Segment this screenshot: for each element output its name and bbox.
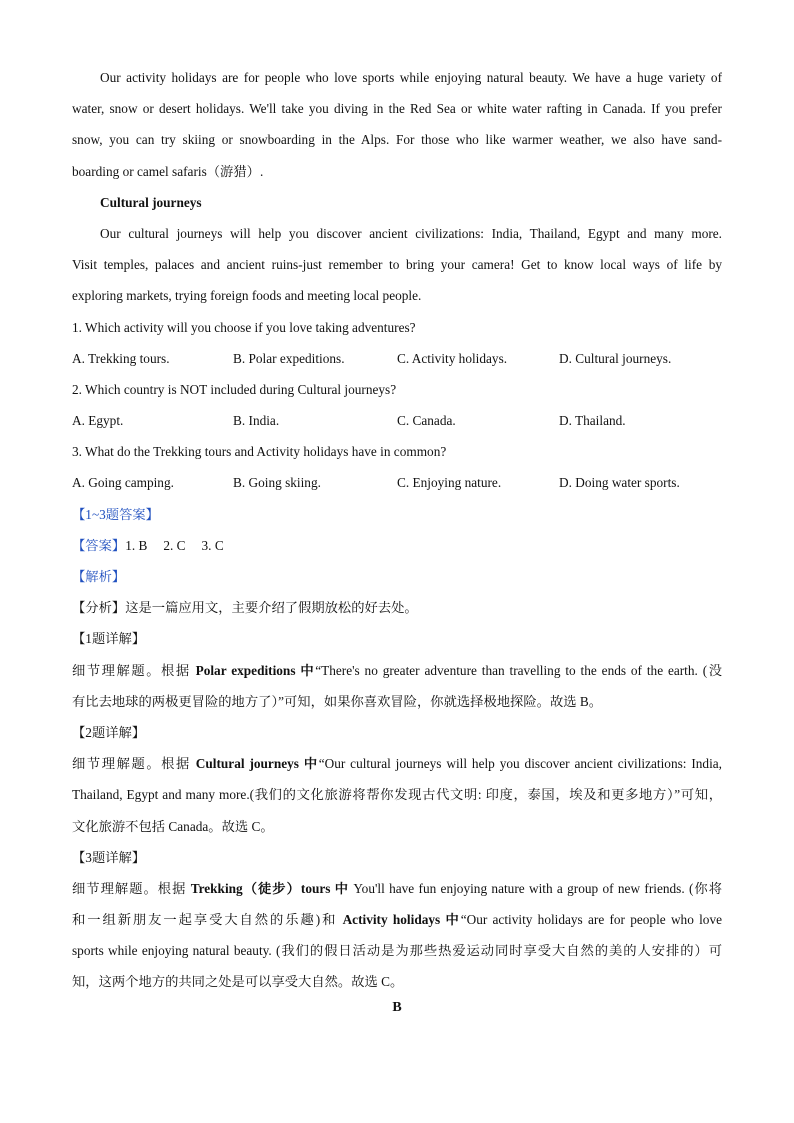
document-content <box>72 62 722 1016</box>
answer-tag: 【答案】 <box>72 537 126 553</box>
analysis-line <box>72 592 722 623</box>
passage-text: Our cultural journeys will help you discover ancient civilizations: India, Thailand, Egypt and many more. <box>100 225 722 241</box>
detail-text <box>72 655 722 686</box>
detail-text-part: 细节理解题。根据 <box>72 880 191 896</box>
question-stem: 3. What do the Trekking tours and Activity holidays have in common? <box>72 444 447 460</box>
passage-text: Our activity holidays are for people who love sports while enjoying natural beauty. We have a huge variety of <box>100 70 722 85</box>
detail-text-part: 细节理解题。根据 <box>72 662 196 678</box>
detail-text-part: You'll have fun enjoying nature with a group of new friends. (你将 <box>349 880 722 896</box>
option-c: C. Canada. <box>397 413 456 429</box>
detail-text-part: 细节理解题。根据 <box>72 756 196 772</box>
question-stem: 1. Which activity will you choose if you love taking adventures? <box>72 319 416 335</box>
detail-text-part: “Our activity holidays are for people who love <box>460 912 722 928</box>
detail-text <box>72 904 722 935</box>
detail-text <box>72 873 722 904</box>
passage-text: exploring markets, trying foreign foods and meeting local people. <box>72 288 422 304</box>
option-b: B. India. <box>233 413 280 429</box>
option-c: C. Activity holidays. <box>397 350 508 366</box>
option-a: A. Egypt. <box>72 413 124 429</box>
detail-text: 知，这两个地方的共同之处是可以享受大自然。故选 C。 <box>72 974 404 990</box>
detail-label: 【2题详解】 <box>72 724 146 740</box>
detail-text: sports while enjoying natural beauty. (我们的假日活动是为那些热爱运动同时享受大自然的美的人安排的）可 <box>72 943 722 959</box>
option-c: C. Enjoying nature. <box>397 475 502 491</box>
analysis-text: 这是一篇应用文，主要介绍了假期放松的好去处。 <box>125 600 418 616</box>
detail-keyword: Polar expeditions 中 <box>195 662 316 678</box>
detail-text: 有比去地球的两极更冒险的地方了）”可知，如果你喜欢冒险，你就选择极地探险。故选 B。 <box>72 693 603 709</box>
detail-keyword: Trekking（徒步）tours 中 <box>190 880 350 896</box>
question-options <box>72 405 722 436</box>
answer-3: 3. C <box>201 537 224 553</box>
answer-1: 1. B <box>125 537 148 553</box>
option-b: B. Polar expeditions. <box>233 350 345 366</box>
option-d: D. Cultural journeys. <box>559 350 672 366</box>
question-options <box>72 467 722 498</box>
section-marker: B <box>392 999 402 1015</box>
detail-text-part: 和一组新朋友一起享受大自然的乐趣)和 <box>72 912 343 928</box>
section-heading: Cultural journeys <box>100 194 202 210</box>
option-d: D. Doing water sports. <box>559 475 680 491</box>
option-b: B. Going skiing. <box>233 475 321 491</box>
answer-2: 2. C <box>163 537 186 553</box>
passage-text: snow, you can try skiing or snowboarding in the Alps. For those who like warmer weather, we also have sand- <box>72 132 722 148</box>
detail-keyword: Cultural journeys 中 <box>195 756 319 772</box>
detail-text-part: “There's no greater adventure than travelling to the ends of the earth. (没 <box>315 662 722 678</box>
detail-keyword: Activity holidays 中 <box>342 912 461 928</box>
option-a: A. Going camping. <box>72 475 174 491</box>
passage-text: water, snow or desert holidays. We'll take you diving in the Red Sea or white water rafting in Canada. If you prefer <box>72 101 722 117</box>
option-d: D. Thailand. <box>559 413 626 429</box>
passage-text: Visit temples, palaces and ancient ruins-just remember to bring your camera! Get to know local ways of life by <box>72 257 722 273</box>
option-a: A. Trekking tours. <box>72 350 170 366</box>
detail-text: Thailand, Egypt and many more.(我们的文化旅游将帮你发现古代文明: 印度，泰国，埃及和更多地方）”可知， <box>72 787 722 803</box>
detail-text-part: “Our cultural journeys will help you discover ancient civilizations: India, <box>318 756 722 772</box>
answer-line <box>72 530 722 561</box>
detail-label: 【1题详解】 <box>72 631 146 647</box>
passage-text: boarding or camel safaris（游猎）. <box>72 163 264 179</box>
question-stem: 2. Which country is NOT included during Cultural journeys? <box>72 381 397 397</box>
detail-text: 文化旅游不包括 Canada。故选 C。 <box>72 818 274 834</box>
analysis-tag: 【分析】 <box>72 600 126 616</box>
question-options <box>72 343 722 374</box>
detail-label: 【3题详解】 <box>72 849 146 865</box>
analysis-label: 【解析】 <box>72 569 126 584</box>
detail-text <box>72 748 722 779</box>
answer-range-label: 【1~3题答案】 <box>72 506 159 522</box>
